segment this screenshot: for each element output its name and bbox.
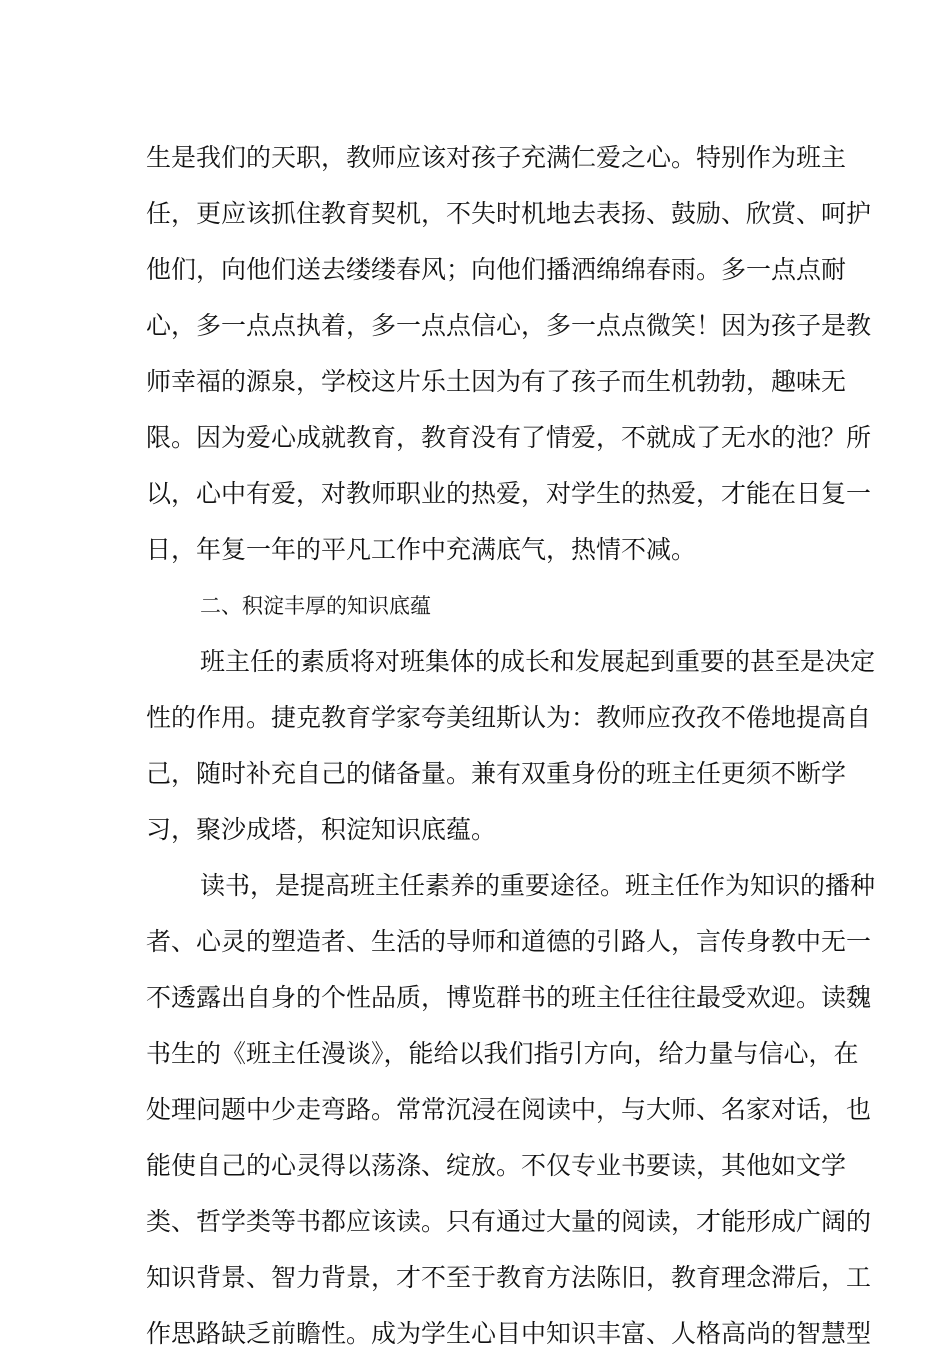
body-text-line: 知识背景、智力背景，才不至于教育方法陈旧，教育理念滞后，工 [146, 1263, 872, 1292]
body-text-line: 不透露出自身的个性品质，博览群书的班主任往往最受欢迎。读魏 [146, 983, 872, 1012]
body-text-line: 限。因为爱心成就教育，教育没有了情爱，不就成了无水的池？所 [146, 423, 872, 452]
body-text-line: 处理问题中少走弯路。常常沉浸在阅读中，与大师、名家对话，也 [146, 1095, 872, 1124]
body-text-line: 性的作用。捷克教育学家夸美纽斯认为：教师应孜孜不倦地提高自 [146, 703, 872, 732]
body-text-line: 作思路缺乏前瞻性。成为学生心目中知识丰富、人格高尚的智慧型 [146, 1319, 872, 1348]
body-text-line: 以，心中有爱，对教师职业的热爱，对学生的热爱，才能在日复一 [146, 479, 872, 508]
body-text-line: 他们，向他们送去缕缕春风；向他们播洒绵绵春雨。多一点点耐 [146, 255, 847, 284]
body-text-line: 类、哲学类等书都应该读。只有通过大量的阅读，才能形成广阔的 [146, 1207, 872, 1236]
body-text-line: 心，多一点点执着，多一点点信心，多一点点微笑！因为孩子是教 [146, 311, 872, 340]
body-text-line: 任，更应该抓住教育契机，不失时机地去表扬、鼓励、欣赏、呵护 [146, 199, 872, 228]
body-text-line: 能使自己的心灵得以荡涤、绽放。不仅专业书要读，其他如文学 [146, 1151, 847, 1180]
body-text-line: 师幸福的源泉，学校这片乐土因为有了孩子而生机勃勃，趣味无 [146, 367, 847, 396]
body-text-line: 己，随时补充自己的储备量。兼有双重身份的班主任更须不断学 [146, 759, 847, 788]
body-text-line: 班主任的素质将对班集体的成长和发展起到重要的甚至是决定 [200, 647, 876, 676]
body-text-line: 日，年复一年的平凡工作中充满底气，热情不减。 [146, 535, 697, 564]
body-text-line: 读书，是提高班主任素养的重要途径。班主任作为知识的播种 [200, 871, 876, 900]
document-body [146, 130, 876, 1362]
paragraph-knowledge-foundation [146, 634, 876, 858]
paragraph-love-for-students [146, 130, 872, 578]
body-text-line: 书生的《班主任漫谈》，能给以我们指引方向，给力量与信心，在 [146, 1039, 859, 1068]
body-text-line: 者、心灵的塑造者、生活的导师和道德的引路人，言传身教中无一 [146, 927, 872, 956]
section-heading: 二、积淀丰厚的知识底蕴 [200, 594, 431, 618]
paragraph-reading [146, 858, 876, 1362]
body-text-line: 生是我们的天职，教师应该对孩子充满仁爱之心。特别作为班主 [146, 143, 847, 172]
body-text-line: 习，聚沙成塔，积淀知识底蕴。 [146, 815, 497, 844]
